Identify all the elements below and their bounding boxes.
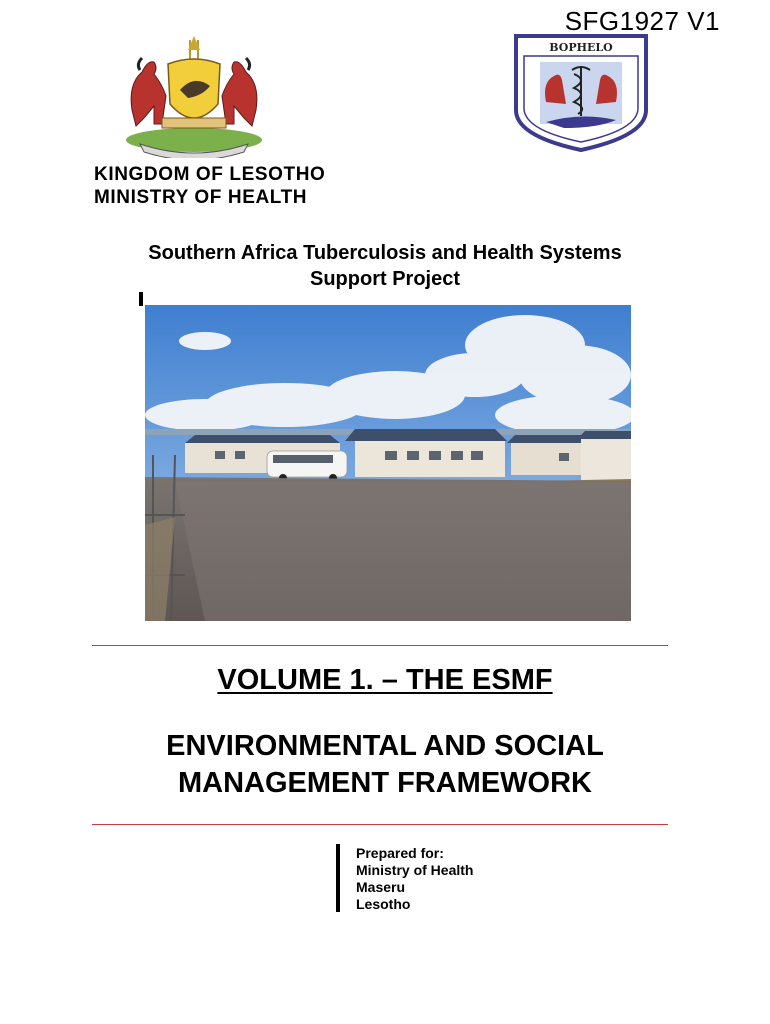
bophelo-label: BOPHELO bbox=[549, 41, 613, 54]
kingdom-line: KINGDOM OF LESOTHO bbox=[94, 164, 326, 185]
document-id: SFG1927 V1 bbox=[564, 6, 720, 36]
prepared-for-label: Prepared for: bbox=[356, 845, 444, 861]
top-divider bbox=[92, 645, 668, 646]
project-title bbox=[80, 240, 690, 292]
bophelo-badge-logo bbox=[512, 32, 650, 154]
bottom-divider bbox=[92, 824, 668, 825]
text-cursor-mark bbox=[139, 292, 143, 306]
prepared-for-line: Maseru bbox=[356, 879, 406, 895]
framework-title bbox=[100, 728, 670, 802]
prepared-for-line: Ministry of Health bbox=[356, 862, 474, 878]
prepared-for-block bbox=[356, 845, 473, 913]
lesotho-coat-of-arms-logo bbox=[118, 34, 270, 158]
health-facility-photo bbox=[145, 305, 631, 621]
framework-title-line2: MANAGEMENT FRAMEWORK bbox=[177, 767, 592, 799]
project-title-line2: Support Project bbox=[309, 268, 460, 290]
volume-title: VOLUME 1. – THE ESMF bbox=[217, 664, 553, 696]
framework-title-line1: ENVIRONMENTAL AND SOCIAL bbox=[166, 730, 604, 762]
project-title-line1: Southern Africa Tuberculosis and Health Systems bbox=[148, 242, 622, 264]
ministry-header bbox=[94, 163, 325, 209]
ministry-line: MINISTRY OF HEALTH bbox=[94, 187, 308, 208]
prepared-sidebar-bar bbox=[336, 844, 340, 912]
prepared-for-line: Lesotho bbox=[356, 896, 411, 912]
